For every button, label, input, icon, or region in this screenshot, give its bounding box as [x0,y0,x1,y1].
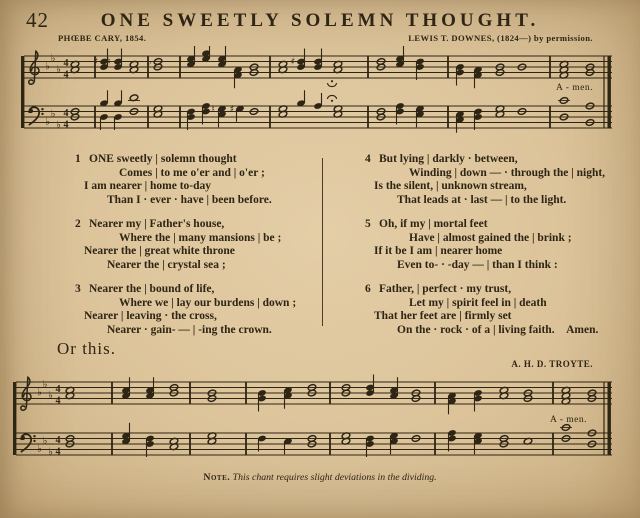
footnote-text: This chant requires slight deviations in the dividing. [232,472,437,483]
verse-line: But lying | darkly · between, [379,153,518,165]
verse-line: Have | almost gained the | brink ; [409,231,572,244]
svg-text:♭: ♭ [48,389,53,402]
svg-text:♭: ♭ [45,116,50,128]
svg-text:4: 4 [63,69,69,81]
svg-text:4: 4 [55,435,61,447]
svg-text:♭: ♭ [37,386,42,399]
music-system-1 [0,46,640,146]
verse-column-right [365,153,627,348]
svg-text:♭: ♭ [50,52,56,65]
music-system-2 [0,370,640,475]
alternate-composer-credit: A. H. D. TROYTE. [511,359,593,369]
verse-line: On the · rock · of a | living faith. Amen. [397,323,599,336]
verse-4 [365,153,627,207]
verse-number: 2 [75,218,81,230]
svg-text:♯: ♯ [290,56,296,68]
svg-text:4: 4 [55,384,61,396]
verse-line: Even to- · -day — | than I think : [397,258,558,271]
verse-6 [365,283,627,337]
svg-text:4: 4 [63,119,69,131]
svg-text:♭: ♭ [42,378,48,391]
verse-number: 6 [365,283,371,295]
svg-text:4: 4 [63,58,69,70]
svg-text:♭: ♭ [56,63,61,76]
svg-text:♭: ♭ [37,443,42,455]
verse-5 [365,218,627,272]
svg-text:♭: ♭ [56,118,61,131]
verse-line: Comes | to me o'er and | o'er ; [119,166,265,179]
alternate-setting-label: Or this. [57,339,116,358]
svg-text:♮: ♮ [107,56,111,68]
hymn-verses [0,153,640,339]
svg-text:♮: ♮ [211,103,215,115]
verse-line: Is the silent, | unknown stream, [374,180,527,192]
svg-text:♭: ♭ [42,434,48,447]
verse-number: 4 [365,153,371,165]
lyricist-credit: PHŒBE CARY, 1854. [58,33,147,43]
verse-line: Nearer the | bound of life, [89,283,215,295]
verse-line: Where we | lay our burdens | down ; [119,296,297,309]
verse-1 [75,153,337,207]
verse-line: Than I · ever · have | been before. [107,193,272,206]
amen-label-2: A - men. [550,415,587,425]
svg-text:♭: ♭ [45,60,50,73]
svg-text:♭: ♭ [50,107,56,120]
verse-line: Let my | spirit feel in | death [409,296,547,309]
svg-text:♯: ♯ [229,103,235,115]
verse-number: 3 [75,283,81,295]
verse-2 [75,218,337,272]
verse-line: Nearer the | great white throne [84,245,235,257]
verse-line: Nearer my | Father's house, [89,218,225,230]
verse-number: 1 [75,153,81,165]
page-title: ONE SWEETLY SOLEMN THOUGHT. [100,10,540,31]
svg-text:4: 4 [63,108,69,120]
svg-text:♭: ♭ [147,56,152,68]
column-divider [322,158,323,326]
svg-text:♭: ♭ [48,445,53,458]
verse-line: Nearer | leaving · the cross, [84,310,217,322]
footnote [0,472,640,483]
footnote-label: Note. [203,472,231,483]
verse-line: That leads at · last — | to the light. [397,193,567,206]
svg-text:4: 4 [55,395,61,407]
verse-line: Oh, if my | mortal feet [379,218,488,230]
page-number: 42 [26,8,49,32]
composer-credit: LEWIS T. DOWNES, (1824—) by permission. [408,33,593,43]
verse-line: Father, | perfect · my trust, [379,283,512,295]
verse-line: ONE sweetly | solemn thought [89,153,237,165]
verse-line: I am nearer | home to-day [84,180,211,192]
verse-line: That her feet are | firmly set [374,310,512,322]
svg-text:4: 4 [55,446,61,458]
verse-line: If it be I am | nearer home [374,245,503,257]
verse-line: Winding | down — · through the | night, [409,166,606,179]
verse-column-left [75,153,337,348]
verse-3 [75,283,337,337]
svg-text:♯: ♯ [93,56,99,68]
verse-number: 5 [365,218,371,230]
verse-line: Nearer · gain- — | -ing the crown. [107,323,272,336]
verse-line: Nearer the | crystal sea ; [107,258,226,271]
verse-line: Where the | many mansions | be ; [119,231,282,244]
amen-label-1: A - men. [556,83,593,93]
